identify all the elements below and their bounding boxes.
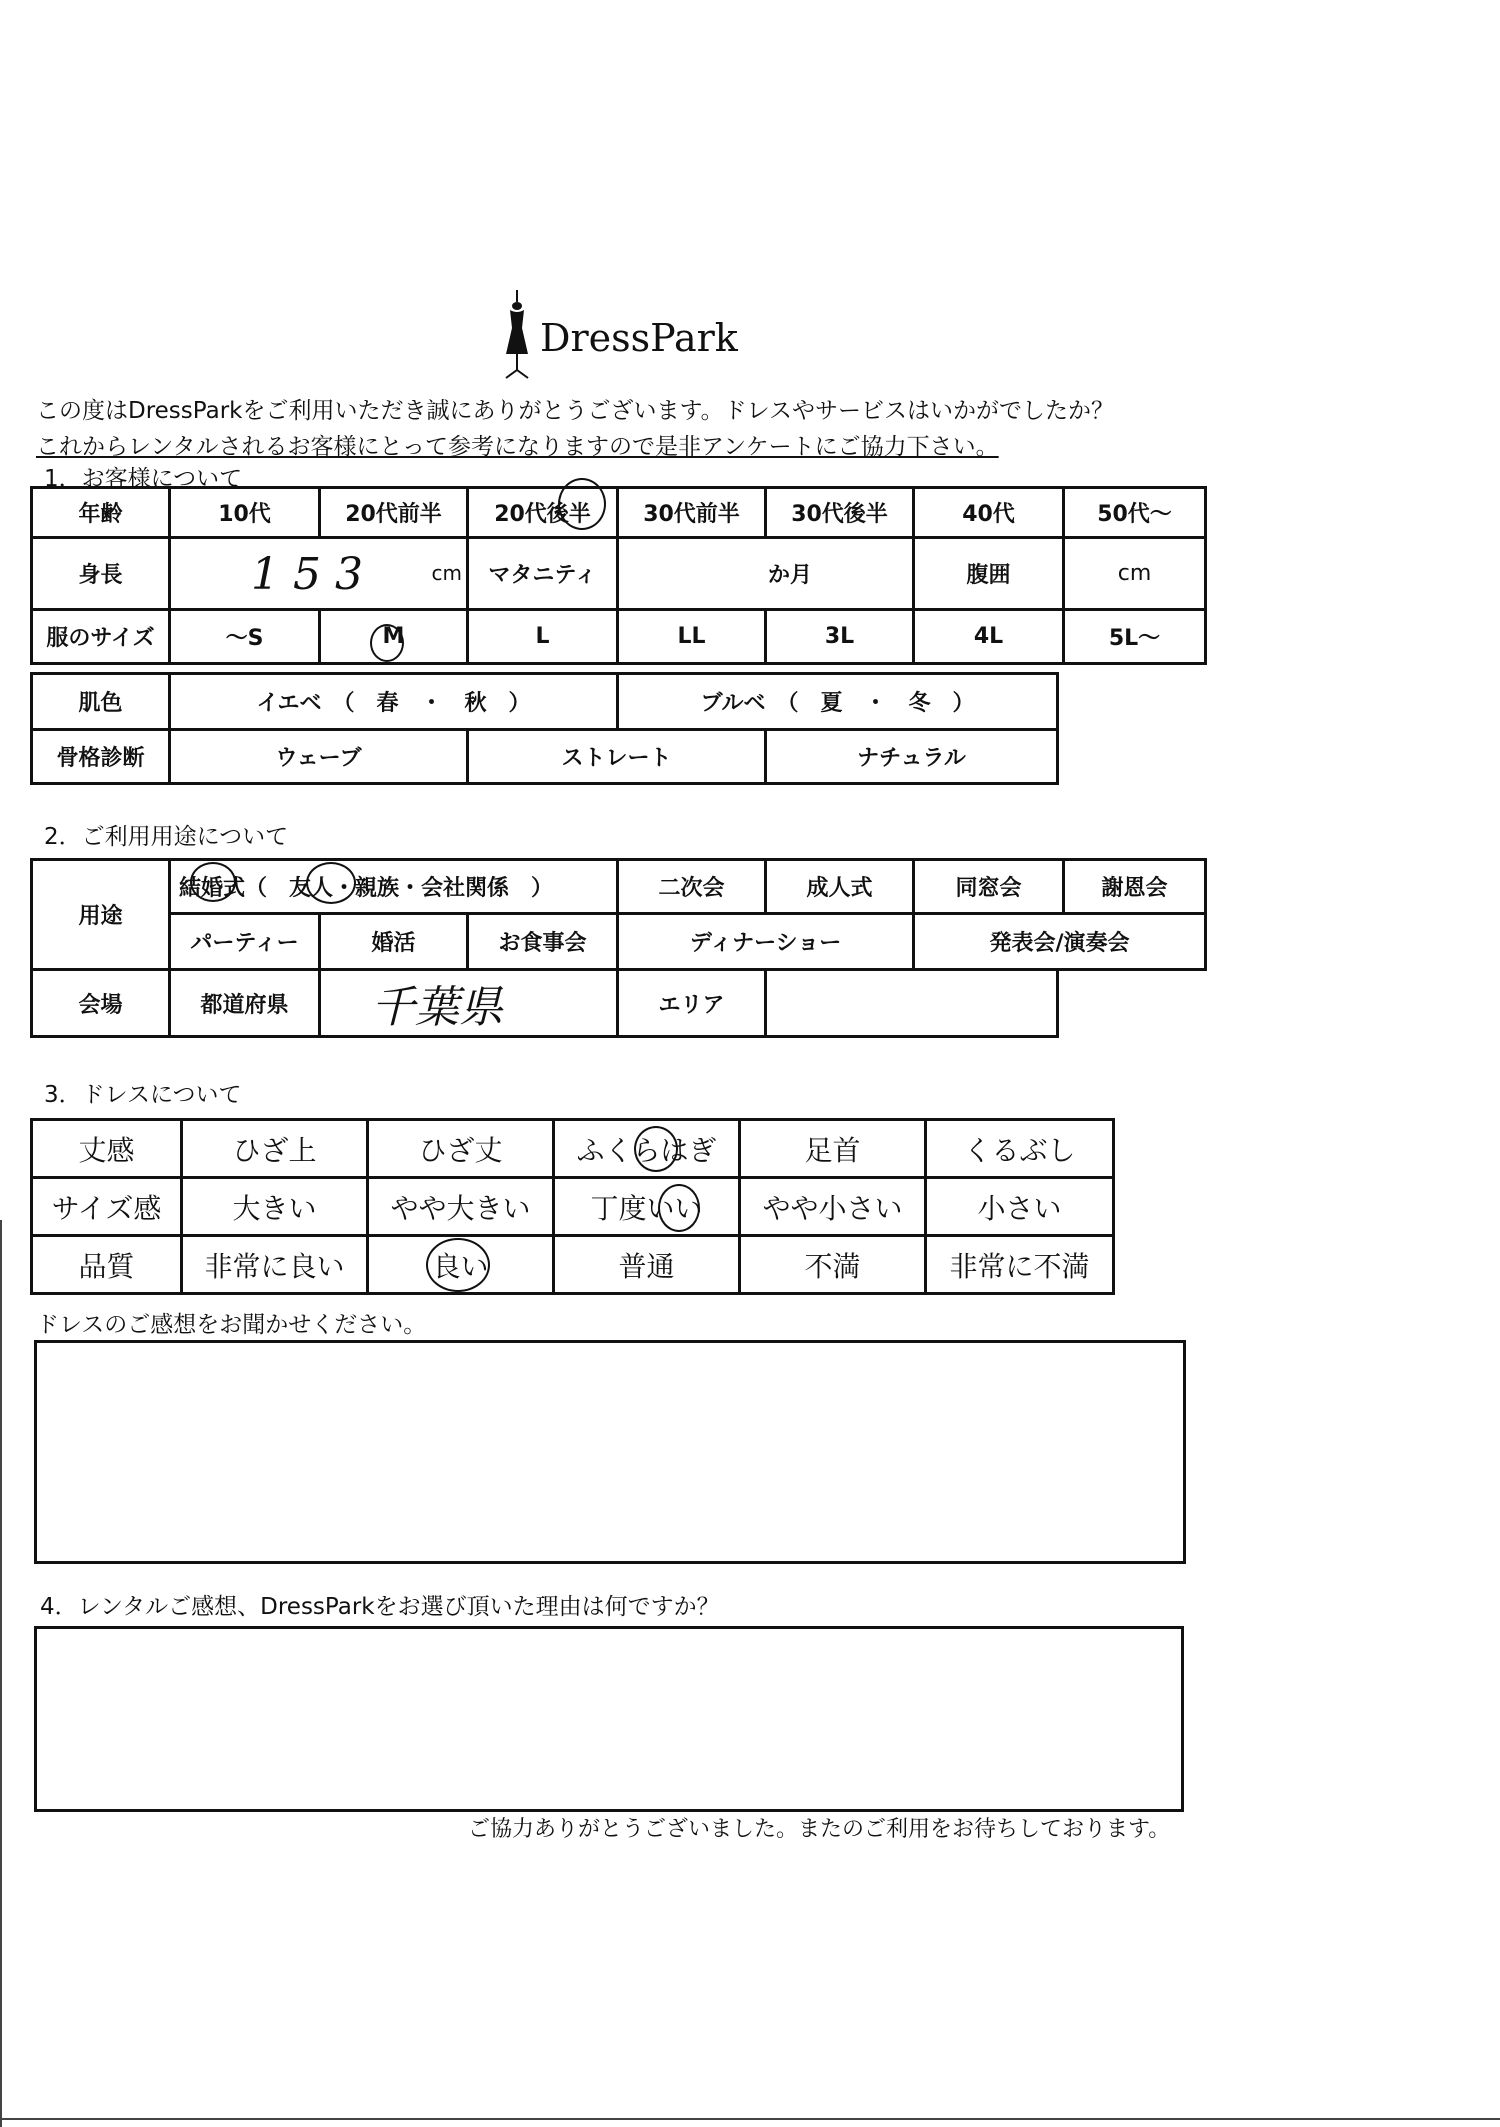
venue-row [32, 970, 1058, 1037]
selection-circle-friend [306, 862, 356, 904]
skin-warm-option[interactable]: イエベ （ 春 ・ 秋 ） [170, 674, 618, 730]
quality-option[interactable]: 不満 [740, 1236, 926, 1294]
fit-option[interactable]: やや大きい [368, 1178, 554, 1236]
length-label: 丈感 [32, 1120, 182, 1178]
section4-title: 4．レンタルご感想、DressParkをお選び頂いた理由は何ですか？ [40, 1594, 720, 1620]
scan-edge-bottom [0, 2118, 1500, 2120]
skin-frame-table [30, 672, 1059, 785]
skin-label: 肌色 [32, 674, 170, 730]
skin-cool-option[interactable]: ブルベ （ 夏 ・ 冬 ） [618, 674, 1058, 730]
venue-table [30, 968, 1059, 1038]
quality-label: 品質 [32, 1236, 182, 1294]
impression-textarea[interactable] [34, 1340, 1186, 1564]
age-label: 年齢 [32, 488, 170, 538]
frame-option[interactable]: ナチュラル [766, 730, 1058, 784]
fit-option-selected[interactable]: 丁度いい [554, 1178, 740, 1236]
length-option[interactable]: くるぶし [926, 1120, 1114, 1178]
intro-line-1: この度はDressParkをご利用いただき誠にありがとうございます。ドレスやサービスはいかがでしたか？ [36, 398, 1114, 424]
footer-thanks: ご協力ありがとうございました。またのご利用をお待ちしております。 [468, 1817, 1171, 1842]
scan-edge-left [0, 1220, 2, 2127]
purpose-row-2 [32, 914, 1206, 970]
brand-logo [500, 288, 740, 380]
size-label: 服のサイズ [32, 610, 170, 664]
fit-option[interactable]: やや小さい [740, 1178, 926, 1236]
purpose-wedding-option[interactable]: 結婚式（ 友人・親族・会社関係 ） [170, 860, 618, 914]
length-row [32, 1120, 1114, 1178]
age-option[interactable]: 50代～ [1064, 488, 1206, 538]
purpose-option[interactable]: パーティー [170, 914, 320, 970]
frame-label: 骨格診断 [32, 730, 170, 784]
length-option[interactable]: ひざ丈 [368, 1120, 554, 1178]
height-value: 153 [251, 549, 377, 600]
area-label: エリア [618, 970, 766, 1037]
prefecture-value: 千葉県 [371, 982, 503, 1033]
size-option-selected[interactable]: M [320, 610, 468, 664]
length-option[interactable]: ひざ上 [182, 1120, 368, 1178]
quality-option-selected[interactable]: 良い [368, 1236, 554, 1294]
prefecture-field[interactable] [320, 970, 618, 1037]
length-option[interactable]: 足首 [740, 1120, 926, 1178]
waist-label: 腹囲 [914, 538, 1064, 610]
impression-prompt: ドレスのご感想をお聞かせください。 [36, 1312, 427, 1338]
purpose-option[interactable]: 同窓会 [914, 860, 1064, 914]
age-row [32, 488, 1206, 538]
age-option[interactable]: 30代前半 [618, 488, 766, 538]
intro-line-2: これからレンタルされるお客様にとって参考になりますので是非アンケートにご協力下さい。 [36, 434, 999, 460]
purpose-option[interactable]: お食事会 [468, 914, 618, 970]
age-option-selected[interactable]: 20代後半 [468, 488, 618, 538]
purpose-option[interactable]: 発表会/演奏会 [914, 914, 1206, 970]
customer-table [30, 486, 1207, 665]
fit-option[interactable]: 大きい [182, 1178, 368, 1236]
venue-label: 会場 [32, 970, 170, 1037]
reason-textarea[interactable] [34, 1626, 1184, 1812]
frame-option[interactable]: ストレート [468, 730, 766, 784]
size-option[interactable]: 3L [766, 610, 914, 664]
height-unit: cm [431, 561, 462, 585]
size-option[interactable]: ～S [170, 610, 320, 664]
maternity-label: マタニティ [468, 538, 618, 610]
selection-circle-quality [426, 1238, 490, 1292]
height-row [32, 538, 1206, 610]
length-option-selected[interactable]: ふくらはぎ [554, 1120, 740, 1178]
skin-row [32, 674, 1058, 730]
fit-option[interactable]: 小さい [926, 1178, 1114, 1236]
waist-unit[interactable]: cm [1064, 538, 1206, 610]
age-option[interactable]: 40代 [914, 488, 1064, 538]
quality-row [32, 1236, 1114, 1294]
height-field[interactable] [170, 538, 468, 610]
age-option[interactable]: 10代 [170, 488, 320, 538]
section2-title: 2．ご利用用途について [44, 824, 289, 850]
frame-option[interactable]: ウェーブ [170, 730, 468, 784]
section3-title: 3．ドレスについて [44, 1082, 242, 1108]
purpose-option[interactable]: 婚活 [320, 914, 468, 970]
prefecture-label: 都道府県 [170, 970, 320, 1037]
purpose-label: 用途 [32, 860, 170, 970]
quality-option[interactable]: 普通 [554, 1236, 740, 1294]
size-option[interactable]: 5L～ [1064, 610, 1206, 664]
maternity-months[interactable]: か月 [618, 538, 914, 610]
quality-option[interactable]: 非常に良い [182, 1236, 368, 1294]
dress-form-icon [500, 288, 534, 380]
purpose-option[interactable]: 二次会 [618, 860, 766, 914]
size-option[interactable]: L [468, 610, 618, 664]
purpose-option[interactable]: 成人式 [766, 860, 914, 914]
selection-circle-wedding [190, 862, 236, 902]
frame-row [32, 730, 1058, 784]
selection-circle-fit [658, 1184, 700, 1232]
size-option[interactable]: LL [618, 610, 766, 664]
purpose-option[interactable]: ディナーショー [618, 914, 914, 970]
selection-circle-size [370, 624, 404, 662]
size-row [32, 610, 1206, 664]
section1-title: 1．お客様について [44, 466, 243, 492]
dress-table [30, 1118, 1115, 1295]
fit-row [32, 1178, 1114, 1236]
age-option[interactable]: 20代前半 [320, 488, 468, 538]
size-option[interactable]: 4L [914, 610, 1064, 664]
selection-circle-age [558, 478, 606, 530]
purpose-option[interactable]: 謝恩会 [1064, 860, 1206, 914]
fit-label: サイズ感 [32, 1178, 182, 1236]
area-field[interactable] [766, 970, 1058, 1037]
height-label: 身長 [32, 538, 170, 610]
brand-name: DressPark [540, 316, 738, 360]
age-option[interactable]: 30代後半 [766, 488, 914, 538]
quality-option[interactable]: 非常に不満 [926, 1236, 1114, 1294]
selection-circle-calf [634, 1126, 678, 1172]
